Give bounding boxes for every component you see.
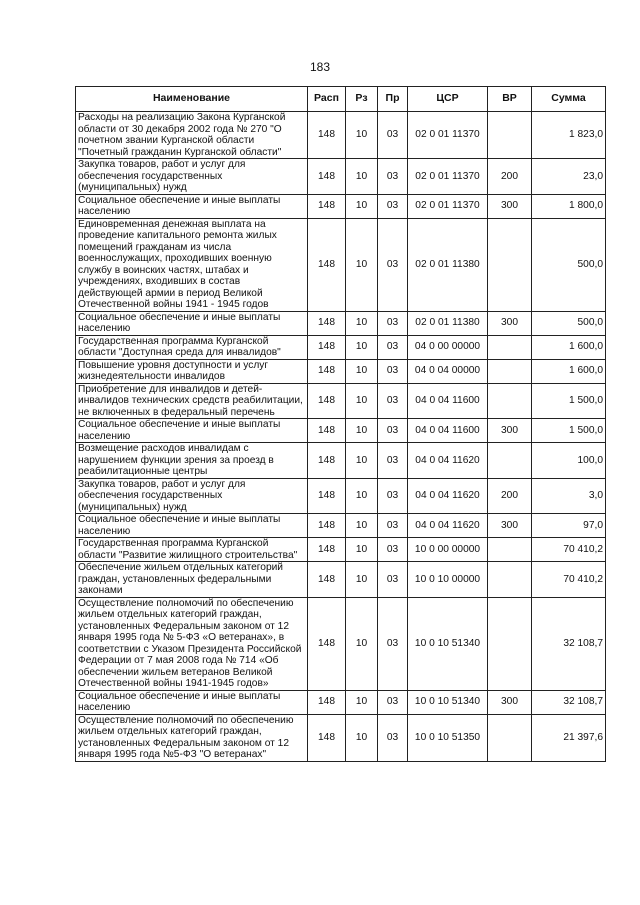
cell-pr: 03 [378, 714, 408, 761]
header-sum: Сумма [532, 87, 606, 112]
cell-rasp: 148 [308, 443, 346, 479]
cell-vr: 300 [488, 194, 532, 218]
cell-name: Социальное обеспечение и иные выплаты населению [76, 514, 308, 538]
cell-name: Закупка товаров, работ и услуг для обеспечения государственных (муниципальных) нужд [76, 159, 308, 195]
header-rz: Рз [346, 87, 378, 112]
table-row [76, 159, 606, 195]
cell-rz: 10 [346, 478, 378, 514]
cell-pr: 03 [378, 597, 408, 690]
cell-name: Социальное обеспечение и иные выплаты населению [76, 194, 308, 218]
cell-vr [488, 443, 532, 479]
cell-vr [488, 335, 532, 359]
cell-vr: 200 [488, 478, 532, 514]
cell-pr: 03 [378, 383, 408, 419]
cell-vr: 200 [488, 159, 532, 195]
cell-vr [488, 218, 532, 311]
cell-csr: 10 0 10 51340 [408, 690, 488, 714]
cell-rz: 10 [346, 112, 378, 159]
cell-sum: 70 410,2 [532, 538, 606, 562]
cell-pr: 03 [378, 419, 408, 443]
cell-rz: 10 [346, 335, 378, 359]
cell-sum: 3,0 [532, 478, 606, 514]
table-body [76, 112, 606, 762]
cell-rasp: 148 [308, 514, 346, 538]
cell-csr: 02 0 01 11380 [408, 218, 488, 311]
cell-rz: 10 [346, 194, 378, 218]
cell-rasp: 148 [308, 383, 346, 419]
cell-name: Закупка товаров, работ и услуг для обеспечения государственных (муниципальных) нужд [76, 478, 308, 514]
cell-csr: 02 0 01 11370 [408, 112, 488, 159]
cell-csr: 04 0 04 11620 [408, 514, 488, 538]
cell-sum: 1 800,0 [532, 194, 606, 218]
cell-name: Государственная программа Курганской области "Развитие жилищного строительства" [76, 538, 308, 562]
cell-pr: 03 [378, 335, 408, 359]
table-row [76, 514, 606, 538]
cell-rasp: 148 [308, 562, 346, 598]
cell-rz: 10 [346, 419, 378, 443]
cell-rasp: 148 [308, 478, 346, 514]
cell-csr: 02 0 01 11370 [408, 159, 488, 195]
cell-pr: 03 [378, 218, 408, 311]
cell-sum: 97,0 [532, 514, 606, 538]
cell-name: Осуществление полномочий по обеспечению жильем отдельных категорий граждан, установленных Федеральным законом от 12 января 1995 года №5-ФЗ "О ветеранах" [76, 714, 308, 761]
cell-pr: 03 [378, 159, 408, 195]
cell-sum: 1 600,0 [532, 359, 606, 383]
cell-name: Осуществление полномочий по обеспечению жильем отдельных категорий граждан, установленных Федеральным законом от 12 января 1995 года № 5-ФЗ «О ветеранах», в соответствии с Указом Президента Российской Федерации от 7 мая 2008 года № 714 «Об обеспечении жильем ветеранов Великой Отечественной войны 1941-1945 годов» [76, 597, 308, 690]
table-row [76, 690, 606, 714]
cell-sum: 1 500,0 [532, 419, 606, 443]
cell-csr: 04 0 04 11620 [408, 443, 488, 479]
cell-vr [488, 714, 532, 761]
cell-pr: 03 [378, 443, 408, 479]
cell-rz: 10 [346, 562, 378, 598]
cell-csr: 04 0 04 11600 [408, 383, 488, 419]
cell-csr: 04 0 04 11600 [408, 419, 488, 443]
cell-rz: 10 [346, 690, 378, 714]
cell-sum: 32 108,7 [532, 597, 606, 690]
cell-csr: 04 0 00 00000 [408, 335, 488, 359]
cell-csr: 04 0 04 11620 [408, 478, 488, 514]
cell-sum: 500,0 [532, 218, 606, 311]
cell-vr [488, 359, 532, 383]
cell-vr [488, 538, 532, 562]
budget-table [75, 86, 606, 762]
cell-rz: 10 [346, 383, 378, 419]
table-row [76, 562, 606, 598]
table-row [76, 419, 606, 443]
cell-sum: 500,0 [532, 311, 606, 335]
cell-sum: 1 500,0 [532, 383, 606, 419]
cell-rz: 10 [346, 538, 378, 562]
cell-rasp: 148 [308, 419, 346, 443]
cell-csr: 10 0 10 00000 [408, 562, 488, 598]
cell-pr: 03 [378, 514, 408, 538]
cell-csr: 10 0 10 51340 [408, 597, 488, 690]
cell-rz: 10 [346, 514, 378, 538]
header-pr: Пр [378, 87, 408, 112]
cell-name: Социальное обеспечение и иные выплаты населению [76, 690, 308, 714]
cell-rasp: 148 [308, 335, 346, 359]
cell-vr: 300 [488, 419, 532, 443]
table-row [76, 443, 606, 479]
cell-name: Возмещение расходов инвалидам с нарушением функции зрения за проезд в реабилитационные центры [76, 443, 308, 479]
cell-vr: 300 [488, 311, 532, 335]
cell-vr [488, 383, 532, 419]
cell-name: Государственная программа Курганской области "Доступная среда для инвалидов" [76, 335, 308, 359]
cell-sum: 1 600,0 [532, 335, 606, 359]
cell-name: Приобретение для инвалидов и детей-инвалидов технических средств реабилитации, не включенных в федеральный перечень [76, 383, 308, 419]
table-row [76, 359, 606, 383]
page-number: 183 [309, 60, 331, 74]
cell-rasp: 148 [308, 159, 346, 195]
cell-rasp: 148 [308, 690, 346, 714]
header-vr: ВР [488, 87, 532, 112]
cell-name: Социальное обеспечение и иные выплаты населению [76, 311, 308, 335]
cell-rasp: 148 [308, 194, 346, 218]
table-row [76, 218, 606, 311]
cell-vr: 300 [488, 514, 532, 538]
cell-pr: 03 [378, 359, 408, 383]
cell-sum: 32 108,7 [532, 690, 606, 714]
cell-sum: 1 823,0 [532, 112, 606, 159]
table-row [76, 194, 606, 218]
cell-rasp: 148 [308, 538, 346, 562]
cell-name: Единовременная денежная выплата на проведение капитального ремонта жилых помещений гражданам из числа военнослужащих, проходивших военную службу в воинских частях, штабах и учреждениях, входивших в состав действующей армии в период Великой Отечественной войны 1941 - 1945 годов [76, 218, 308, 311]
cell-vr [488, 112, 532, 159]
cell-rz: 10 [346, 311, 378, 335]
cell-csr: 04 0 04 00000 [408, 359, 488, 383]
table-row [76, 714, 606, 761]
cell-name: Социальное обеспечение и иные выплаты населению [76, 419, 308, 443]
header-rasp: Расп [308, 87, 346, 112]
table-row [76, 311, 606, 335]
cell-rz: 10 [346, 597, 378, 690]
cell-name: Расходы на реализацию Закона Курганской области от 30 декабря 2002 года № 270 "О почетном звании Курганской области "Почетный гражданин Курганской области" [76, 112, 308, 159]
cell-name: Повышение уровня доступности и услуг жизнедеятельности инвалидов [76, 359, 308, 383]
cell-pr: 03 [378, 311, 408, 335]
cell-rasp: 148 [308, 714, 346, 761]
cell-rz: 10 [346, 714, 378, 761]
cell-pr: 03 [378, 562, 408, 598]
cell-rz: 10 [346, 218, 378, 311]
table-row [76, 597, 606, 690]
cell-pr: 03 [378, 194, 408, 218]
cell-vr: 300 [488, 690, 532, 714]
cell-sum: 100,0 [532, 443, 606, 479]
cell-pr: 03 [378, 112, 408, 159]
cell-name: Обеспечение жильем отдельных категорий граждан, установленных федеральными законами [76, 562, 308, 598]
cell-sum: 70 410,2 [532, 562, 606, 598]
cell-rasp: 148 [308, 112, 346, 159]
cell-rasp: 148 [308, 311, 346, 335]
cell-rasp: 148 [308, 218, 346, 311]
cell-vr [488, 597, 532, 690]
cell-csr: 10 0 00 00000 [408, 538, 488, 562]
cell-csr: 02 0 01 11370 [408, 194, 488, 218]
table-row [76, 112, 606, 159]
cell-rz: 10 [346, 359, 378, 383]
cell-vr [488, 562, 532, 598]
cell-rasp: 148 [308, 359, 346, 383]
cell-pr: 03 [378, 538, 408, 562]
header-csr: ЦСР [408, 87, 488, 112]
table-row [76, 335, 606, 359]
cell-pr: 03 [378, 690, 408, 714]
table-row [76, 478, 606, 514]
cell-rz: 10 [346, 159, 378, 195]
cell-sum: 23,0 [532, 159, 606, 195]
table-row [76, 383, 606, 419]
cell-csr: 02 0 01 11380 [408, 311, 488, 335]
header-name: Наименование [76, 87, 308, 112]
table-row [76, 538, 606, 562]
table-header-row [76, 87, 606, 112]
cell-rasp: 148 [308, 597, 346, 690]
cell-sum: 21 397,6 [532, 714, 606, 761]
cell-csr: 10 0 10 51350 [408, 714, 488, 761]
cell-rz: 10 [346, 443, 378, 479]
cell-pr: 03 [378, 478, 408, 514]
